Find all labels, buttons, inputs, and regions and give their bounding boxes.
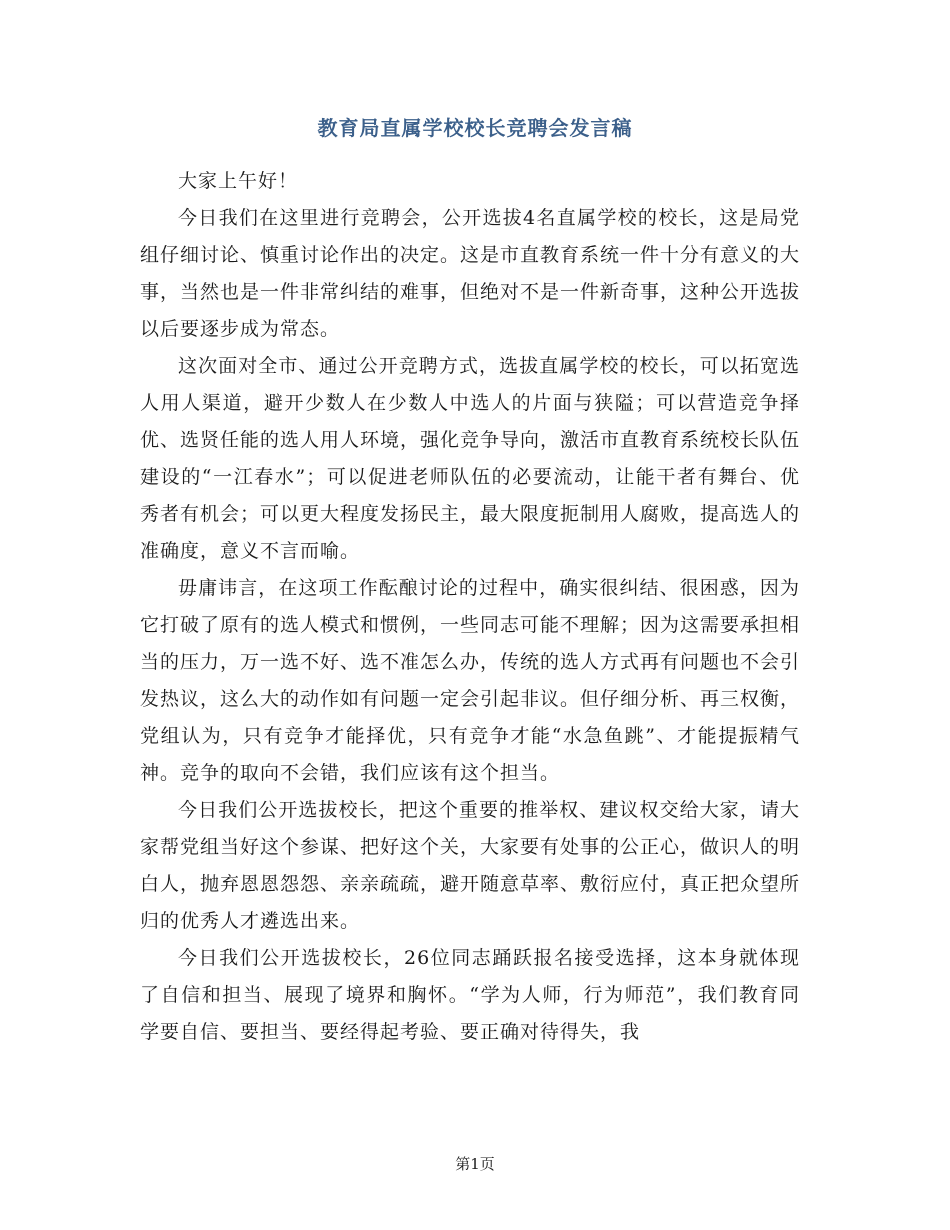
- paragraph-greeting: 大家上午好！: [178, 170, 299, 192]
- paragraph-4: 今日我们公开选拔校长，把这个重要的推举权、建议权交给大家，请大家帮党组当好这个参谋、把好这个关，大家要有处事的公正心，做识人的明白人，抛弃恩恩怨怨、亲亲疏疏，避开随意草率、敷衍应付，真正把众望所归的优秀人才遴选出来。: [140, 799, 801, 932]
- paragraph-2: 这次面对全市、通过公开竞聘方式，选拔直属学校的校长，可以拓宽选人用人渠道，避开少数人在少数人中选人的片面与狭隘；可以营造竞争择优、选贤任能的选人用人环境，强化竞争导向，激活市直教育系统校长队伍建设的“一江春水”；可以促进老师队伍的必要流动，让能干者有舞台、优秀者有机会；可以更大程度发扬民主，最大限度扼制用人腐败，提高选人的准确度，意义不言而喻。: [140, 355, 801, 562]
- paragraph-1: 今日我们在这里进行竞聘会，公开选拔4名直属学校的校长，这是局党组仔细讨论、慎重讨论作出的决定。这是市直教育系统一件十分有意义的大事，当然也是一件非常纠结的难事，但绝对不是一件新奇事，这种公开选拔以后要逐步成为常态。: [140, 207, 801, 340]
- paragraph-5: 今日我们公开选拔校长，26位同志踊跃报名接受选择，这本身就体现了自信和担当、展现了境界和胸怀。“学为人师，行为师范”，我们教育同学要自信、要担当、要经得起考验、要正确对待得失，我: [140, 947, 800, 1043]
- paragraph-3: 毋庸讳言，在这项工作酝酿讨论的过程中，确实很纠结、很困惑，因为它打破了原有的选人模式和惯例，一些同志可能不理解；因为这需要承担相当的压力，万一选不好、选不准怎么办，传统的选人方式再有问题也不会引发热议，这么大的动作如有问题一定会引起非议。但仔细分析、再三权衡，党组认为，只有竞争才能择优，只有竞争才能“水急鱼跳”、才能提振精气神。竞争的取向不会错，我们应该有这个担当。: [140, 577, 801, 784]
- page-number: 第1页: [455, 1155, 495, 1173]
- document-title: 教育局直属学校校长竞聘会发言稿: [317, 116, 633, 140]
- document-body: [140, 163, 800, 1051]
